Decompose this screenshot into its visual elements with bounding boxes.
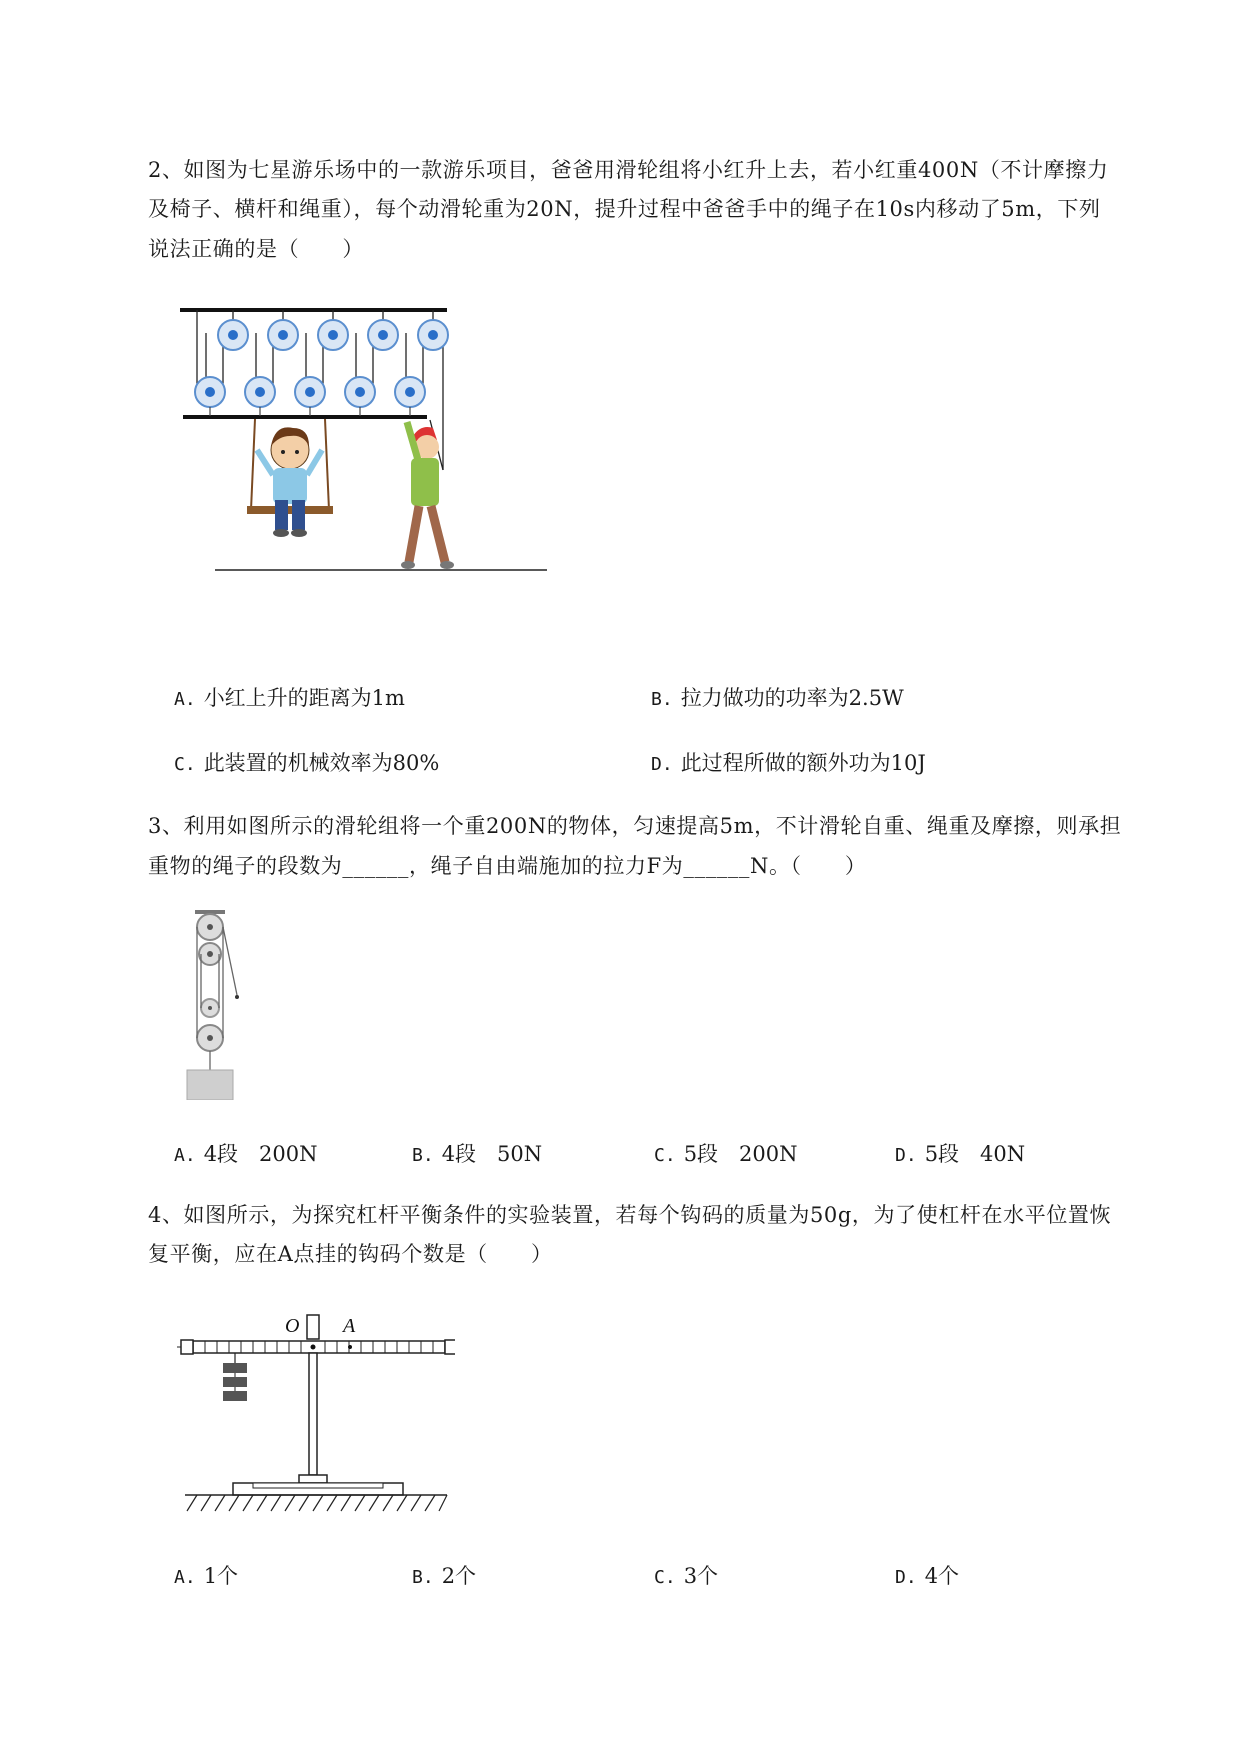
q4-option-c-label: C. (654, 1567, 676, 1588)
q4-stem-line-2: 复平衡，应在A点挂的钩码个数是（ ） (148, 1242, 553, 1266)
q4-option-b-label: B. (412, 1567, 434, 1588)
q4-option-d-text: 4个 (924, 1564, 960, 1588)
q2-option-c-text: 此装置的机械效率为80% (203, 751, 440, 775)
q4-point-a-label: A (343, 1315, 356, 1337)
q2-option-c-label: C. (174, 754, 196, 775)
q2-option-a-text: 小红上升的距离为1m (203, 686, 405, 710)
q4-option-c-text: 3个 (683, 1564, 719, 1588)
q3-option-c-text: 5段 200N (683, 1142, 798, 1166)
q2-option-d-label: D. (651, 754, 673, 775)
q4-option-a[interactable] (174, 1562, 238, 1592)
q2-option-c[interactable] (174, 749, 439, 779)
q3-option-b-label: B. (412, 1145, 434, 1166)
q3-option-d-label: D. (895, 1145, 917, 1166)
q3-pulley-block-figure (175, 910, 255, 1100)
q3-option-c-label: C. (654, 1145, 676, 1166)
q2-pulley-amusement-figure (175, 300, 555, 640)
q2-option-b-text: 拉力做功的功率为2.5W (680, 686, 904, 710)
q3-stem-line-2: 重物的绳子的段数为______，绳子自由端施加的拉力F为______N。（ ） (148, 854, 867, 878)
q2-stem-line-2: 及椅子、横杆和绳重），每个动滑轮重为20N，提升过程中爸爸手中的绳子在10s内移动了5m，下列 (148, 197, 1101, 221)
q2-option-b[interactable] (651, 684, 904, 714)
q2-stem-line-1: 2、如图为七星游乐场中的一款游乐项目，爸爸用滑轮组将小红升上去，若小红重400N（不计摩擦力 (148, 158, 1109, 182)
q4-option-d[interactable] (895, 1562, 959, 1592)
q4-lever-apparatus-figure (175, 1305, 455, 1515)
q4-option-b-text: 2个 (441, 1564, 477, 1588)
q4-option-d-label: D. (895, 1567, 917, 1588)
q4-option-a-text: 1个 (203, 1564, 239, 1588)
q2-option-d-text: 此过程所做的额外功为10J (680, 751, 926, 775)
q4-option-a-label: A. (174, 1567, 196, 1588)
q3-option-d-text: 5段 40N (924, 1142, 1026, 1166)
q4-option-c[interactable] (654, 1562, 718, 1592)
q2-option-a[interactable] (174, 684, 405, 714)
q3-option-a[interactable] (174, 1140, 318, 1170)
q2-option-a-label: A. (174, 689, 196, 710)
q3-stem-line-1: 3、利用如图所示的滑轮组将一个重200N的物体，匀速提高5m，不计滑轮自重、绳重及摩擦，则承担 (148, 814, 1122, 838)
q3-option-d[interactable] (895, 1140, 1025, 1170)
q3-option-a-text: 4段 200N (203, 1142, 318, 1166)
q2-stem-line-3: 说法正确的是（ ） (148, 237, 364, 261)
q4-point-o-label: O (285, 1315, 300, 1337)
q4-stem-line-1: 4、如图所示，为探究杠杆平衡条件的实验装置，若每个钩码的质量为50g，为了使杠杆在水平位置恢 (148, 1203, 1112, 1227)
q3-option-a-label: A. (174, 1145, 196, 1166)
q3-option-c[interactable] (654, 1140, 798, 1170)
q3-option-b[interactable] (412, 1140, 542, 1170)
q2-option-d[interactable] (651, 749, 926, 779)
q4-option-b[interactable] (412, 1562, 476, 1592)
q2-option-b-label: B. (651, 689, 673, 710)
q3-option-b-text: 4段 50N (441, 1142, 543, 1166)
